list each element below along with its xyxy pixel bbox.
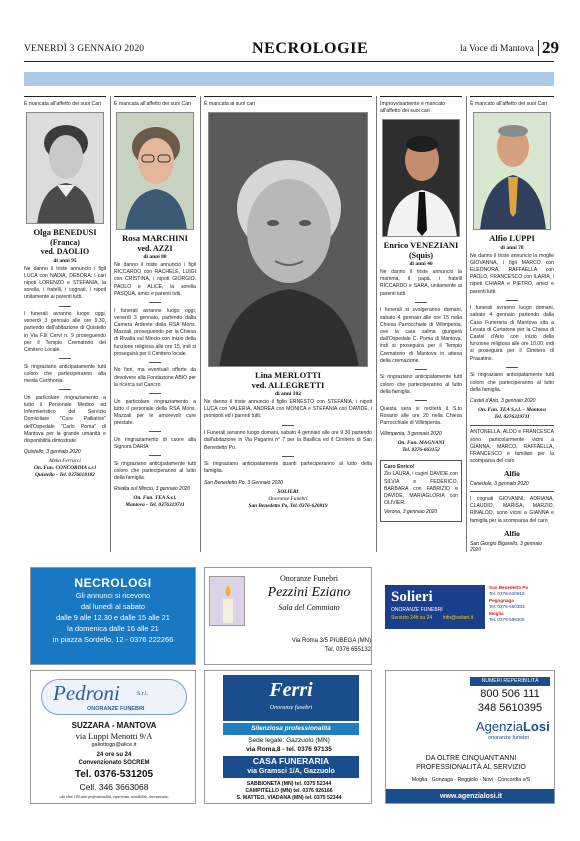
special-thanks: Un particolare ringraziamento a tutto il personale della RSA Mons. Mazzali per le amorevoli cure prestate.	[114, 398, 196, 427]
divider	[149, 431, 161, 432]
obituary-luppi	[470, 96, 554, 552]
ad-phone-1: 800 506 111	[480, 688, 540, 700]
portrait-photo	[473, 112, 551, 230]
deceased-married-name: ved. ALLEGRETTI	[251, 379, 325, 390]
ad-phone: Tel. 0376-531205	[74, 769, 154, 780]
necrologi-info-ad	[30, 567, 196, 665]
funeral-home: On. Fun. MAGNANI	[397, 440, 445, 447]
portrait-drawing	[383, 120, 460, 237]
issue-date: VENERDÌ 3 GENNAIO 2020	[24, 44, 145, 54]
funeral-info: I funerali avranno luogo oggi, venerdì 3 gennaio, partendo dalla Camera Ardente della RSA Mons. Mazzali, proseguendo per la Chiesa di Rivalta sul Mincio con inizio della funzione religiosa alle ore 15, indi si proseguirà per il Cimitero locale.	[114, 307, 196, 357]
funeral-home-phone: Tel. 0376-663152	[402, 447, 440, 454]
brand-word-1: Agenzia	[476, 719, 523, 734]
divider	[415, 302, 427, 303]
ad-cf-title: CASA FUNERARIA	[252, 756, 330, 766]
page-number: 29	[542, 38, 559, 57]
candle-icon	[210, 577, 246, 627]
place-date: Quistello, 3 gennaio 2020	[24, 449, 81, 456]
deceased-age: di anni 88	[143, 254, 167, 260]
obituary-intro: È mancato all'affetto dei suoi Cari	[470, 101, 548, 107]
deceased-age: di anni 78	[500, 244, 524, 251]
divider	[149, 302, 161, 303]
location-phone: Tel. 0376-620819	[489, 591, 525, 597]
obituary-merlotti	[204, 96, 372, 552]
obituary-intro: È mancata all'affetto dei suoi Cari	[24, 101, 102, 107]
ad-tagline: Silenziosa professionalità	[223, 723, 359, 735]
portrait-drawing	[474, 113, 551, 230]
thanks: Si ringraziano anticipatamente quanti parteciperanno al lutto della famiglia.	[204, 461, 372, 475]
header-rule	[24, 61, 554, 62]
divider	[415, 400, 427, 401]
portrait-drawing	[27, 113, 104, 224]
portrait-photo	[26, 112, 104, 224]
header-separator	[538, 40, 539, 56]
column-divider	[466, 96, 467, 552]
deceased-age: di anni 102	[275, 391, 301, 397]
column-divider	[200, 96, 201, 552]
rosary-info: Questa sera si reciterà il S.to Rosario alle ore 20 nella Chiesa Parrocchiale di Villimpenta.	[380, 405, 462, 426]
branch: SABBIONETA (MN) tel. 0375 52344	[246, 781, 332, 787]
thanks: Si ringraziano anticipatamente tutti coloro che parteciperanno al lutto della famiglia.	[114, 460, 196, 482]
portrait-photo	[382, 119, 460, 237]
divider	[149, 455, 161, 456]
deceased-nickname: (Franca)	[50, 237, 80, 247]
ferri-logo-panel	[223, 675, 359, 721]
condolence-date: Canedole, 3 gennaio 2020	[470, 481, 529, 488]
paper-name: la Voce di Mantova	[460, 44, 534, 54]
ad-seat: Sede legale: Gazzuolo (MN)	[248, 737, 330, 744]
deceased-name: Enrico VENEZIANI	[383, 240, 459, 250]
thanks: Si ringraziano anticipatamente tutti coloro che parteciperanno al lutto della famiglia.	[470, 372, 554, 393]
obituary-veneziani	[380, 96, 462, 552]
location-phone: Tel. 0376-550383	[489, 604, 525, 610]
ad-subtitle: ONORANZE FUNEBRI	[391, 607, 443, 613]
ad-line: dal lunedì al sabato	[80, 602, 146, 611]
divider	[282, 425, 294, 426]
obituary-text	[470, 253, 554, 394]
obituary-text	[204, 399, 372, 476]
thanks: Si ringraziano anticipatamente tutti coloro che parteciperanno alla mesta Cerimonia.	[24, 363, 106, 385]
ad-line-2: PROFESSIONALITÀ AL SERVIZIO	[416, 764, 526, 771]
condolence-box	[380, 460, 462, 522]
ad-subtitle: onoranze funebri	[488, 735, 530, 741]
location-phone: Tel. 0376-598300	[489, 617, 525, 623]
divider	[415, 369, 427, 370]
brand-word-2: Losi	[522, 719, 550, 734]
condolence-text: I cognati GIOVANNI, ADRIANA, CLAUDIO, MARISA, MARZIO, RINALDO, sono vicini a GIANNA e famiglia per la scomparsa del caro	[470, 495, 554, 524]
announcement: Ne danno il triste annuncio il figlio ERNESTO con STEFANIA, i nipoti LUCA con VALERIA, ANDREA con MONICA e STEFANIA con DAVIDE, i pronipoti ed i parenti tutti.	[204, 399, 372, 420]
ad-brand: Solieri	[391, 589, 433, 605]
casa-funeraria-panel	[223, 756, 359, 778]
ad-footer: «da oltre 100 anni professionalità, esperienza, sensibilità, riservatezza»	[59, 795, 169, 799]
obituary-text	[24, 266, 106, 446]
deceased-name: Lina MERLOTTI	[255, 370, 321, 380]
ad-line: in piazza Sordello, 12 - 0376 222266	[52, 635, 174, 644]
portrait-photo	[116, 112, 194, 230]
solieri-ad	[385, 585, 555, 629]
divider	[506, 300, 518, 301]
column-rule	[24, 96, 106, 97]
obituary-intro: Improvvisamente è mancato all'affetto dei suoi cari	[380, 101, 446, 114]
ad-brand	[476, 719, 550, 734]
deceased-married-name: ved. AZZI	[137, 243, 173, 253]
ad-subtitle: ONORANZE FUNEBRI	[87, 706, 145, 712]
condolence-date: Verona, 3 gennaio 2020	[384, 509, 438, 516]
ad-title: NECROLOGI	[74, 576, 152, 590]
section-rule	[470, 425, 554, 426]
location-name: Pegognaga	[489, 597, 514, 603]
condolence-text: ANTONELLA, ALDO e FRANCESCA sono particolarmente vicini a GIANNA, MARCO, RAFFAELLA, FRANCESCO e familiari per la scomparsa del caro	[470, 429, 554, 465]
ad-brand: Pedroni	[53, 681, 120, 705]
funeral-home-type: Onoranze Funebri	[268, 495, 308, 502]
place-date: Rivalta sul Mincio, 3 gennaio 2020	[114, 486, 191, 493]
obituary-intro: È mancata ai suoi cari	[204, 101, 256, 107]
obituary-text	[114, 262, 196, 482]
ad-city: SUZZARA - MANTOVA	[71, 721, 157, 730]
deceased-name: Alfio LUPPI	[489, 233, 535, 243]
column-rule	[114, 96, 196, 97]
branch: S. MATTEO, VIADANA (MN) tel. 0375 52344	[236, 795, 342, 801]
masthead	[24, 38, 559, 60]
condolence-title: Caro Enrico!	[384, 464, 415, 471]
funeral-home: SOLIERI	[277, 488, 299, 495]
ad-company-type: S.r.l.	[137, 691, 149, 697]
ad-brand: Ferri	[269, 679, 313, 701]
solieri-logo-panel	[385, 585, 485, 629]
funeral-info: I funerali si svolgeranno domani, sabato 4 gennaio alle ore 15 nella Chiesa Parrocchiale di Villimpenta, ove la cara salma giungerà dall'Ospedale C. Poma di Mantova, indi si proseguirà per il Tempio Crematorio di Mantova in attesa della cremazione.	[380, 307, 462, 364]
divider	[59, 389, 71, 390]
place-date: Villimpenta, 3 gennaio 2020	[380, 431, 442, 438]
ad-rep-label: NUMERI REPERIBILITÀ	[470, 677, 550, 686]
ad-cities: Moglia · Gonzaga · Reggiolo · Novi · Concordia s/S	[411, 777, 531, 783]
announcement: Ne danno il triste annuncio i figli LUCA con NADIA, DEBORA; i cari nipoti LORENZO e STEFANIA, la sorella, i fratelli, i cognati, i nipoti unitamente ai parenti tutti.	[24, 265, 106, 301]
location-name: San Benedetto Po	[489, 585, 529, 590]
ad-subtitle: Onoranze funebri	[269, 705, 313, 711]
funeral-home: On. Fun. CONCORDIA s.r.l	[34, 465, 96, 472]
obituary-marchini	[114, 96, 196, 552]
special-thanks: Un particolare ringraziamento a tutto il Personale Medico ed Infermieristico del Servizio Domiciliare "Cure Palliative" dell'Ospedale "Carlo Poma" di Mantova per la grande umanità e disponibilità dimostrate.	[24, 394, 106, 445]
column-rule	[380, 96, 462, 97]
ad-seat-address: via Roma,8 - tel. 0376 97135	[246, 746, 332, 753]
ad-email: info@solieri.it	[443, 615, 474, 621]
ad-subtitle: Onoranze Funebri	[280, 574, 338, 583]
funeral-info: I funerali avranno luogo oggi, venerdì 3 gennaio alle ore 9.30, partendo dall'abitazione di Quistello in Via F.lli Cervi n. 9 proseguendo per il Tempio Crematorio del Cimitero Locale.	[24, 311, 106, 354]
section-title: NECROLOGIE	[252, 40, 369, 57]
divider	[506, 367, 518, 368]
deceased-age: di anni 46	[409, 261, 433, 267]
ad-line: la domenica dalle 16 alle 21	[67, 624, 159, 633]
ferri-branches	[205, 781, 372, 802]
ad-line-1: DA OLTRE CINQUANT'ANNI	[425, 755, 517, 762]
divider	[59, 306, 71, 307]
deceased-married-name: ved. DAOLIO	[40, 247, 90, 256]
ad-phone-2: 348 5610395	[477, 702, 543, 714]
ad-website: www.agenzialosi.it	[386, 789, 555, 804]
section-rule	[470, 491, 554, 492]
funeral-home: On. Fun. TEA S.r.l.	[133, 495, 177, 502]
funeral-home: On. Fun. TEA S.r.l. – Mantova	[478, 406, 546, 413]
deceased-name: Olga BENEDUSI	[33, 227, 97, 237]
announcement: Ne danno il triste annuncio la mamma, il papà, i fratelli RICCARDO e SARA, unitamente ai parenti tutti.	[380, 269, 462, 297]
place-date: San Benedetto Po, 3 Gennaio 2020	[204, 479, 283, 486]
funeral-info: I funerali avranno luogo domani, sabato 4 gennaio partendo dalla Casa Funeraria di Mantova sita a Levata di Curtatone per la Chiesa di Castel d'Ario con inizio della funzione religiosa alle ore 10.00; indi si proseguirà per il Cimitero di Prasatino.	[470, 305, 554, 362]
ad-brand: Pezzini Eziano	[267, 585, 351, 600]
solieri-locations	[489, 585, 555, 629]
thanks-daria: Un ringraziamento di cuore alla Signora DARIA	[114, 436, 196, 451]
deceased-nickname: (Squis)	[408, 250, 433, 260]
portrait-drawing	[209, 113, 368, 367]
condolence-name: Alfio	[504, 528, 520, 538]
announcement: Ne danno il triste annuncio la moglie GIOVANNA, i figli MARCO con ELEONORA, RAFFAELLA con PAOLO, FRANCESCO con ILARIA, i nipoti CHIARA e PIETRO, amici e parenti tutti.	[470, 252, 554, 295]
funeral-home-phone: Tel. 0376319711	[494, 413, 530, 420]
ad-tagline: Sala del Commiato	[278, 603, 340, 612]
column-rule	[204, 96, 372, 97]
ferri-ad	[204, 670, 372, 804]
ad-address: Via Roma 3/5 PIUBEGA (MN)	[291, 638, 371, 644]
ad-address: via Luppi Menotti 9/A	[75, 731, 153, 741]
candle-image	[209, 576, 245, 626]
ad-line: dalle 9 alle 12.30 e dalle 15 alle 21	[56, 613, 170, 622]
pezzini-ad	[204, 567, 372, 665]
funeral-home-phone: Quistello - Tel. 0376618182	[35, 472, 95, 479]
pedroni-ad	[30, 670, 196, 804]
column-divider	[110, 96, 111, 552]
ad-phone: Tel. 0376 655132	[324, 647, 371, 653]
branch: CAMPITELLO (MN) tel. 0376 926166	[245, 788, 333, 794]
portrait-drawing	[117, 113, 194, 230]
funeral-home-phone: San Benedetto Po, Tel. 0376-620819	[248, 502, 328, 509]
donations: No fiori, ma eventuali offerte da devolvere alla Fondazione ABIO per la ricerca sul Cancro.	[114, 367, 196, 388]
column-divider	[376, 96, 377, 552]
funeral-info: I Funerali avranno luogo domani, sabato 4 gennaio alle ore 9.30 partendo dall'abitazione in Via Pagarini n° 7 per la Basilica ed il Cimitero di San Benedetto Po.	[204, 430, 372, 451]
ad-hours: 24 ore su 24	[96, 752, 132, 758]
condolence-name: Alfio	[504, 469, 520, 479]
condolence-date: San Giorgio Bigarello, 3 gennaio 2020	[470, 540, 542, 552]
ad-line: Gli annunci si ricevono	[75, 591, 151, 600]
portrait-photo	[208, 112, 368, 367]
deceased-name: Rosa MARCHINI	[122, 233, 188, 243]
divider	[149, 393, 161, 394]
place-date: Castel d'Ario, 3 gennaio 2020	[470, 397, 536, 404]
blue-band	[24, 72, 554, 86]
deceased-age: di anni 95	[53, 257, 77, 264]
column-rule	[470, 96, 554, 97]
ad-email: galiottogp@alice.it	[91, 742, 137, 748]
funeral-home-phone: Mantova - Tel. 0376319711	[125, 502, 185, 509]
ad-mobile: Cell. 346 3663068	[79, 782, 149, 792]
obituary-benedusi	[24, 96, 106, 552]
condolence-text: Zio LAURA, i cugini DAVIDE con SILVIA e FEDERICO, BARBARA con FABRIZIO e DAVIDE, MARIAGLORIA con OLIVIER.	[384, 471, 458, 507]
divider	[149, 362, 161, 363]
ad-tagline: Servizio 24h su 24	[391, 615, 433, 621]
announcement: Ne danno il triste annuncio i figli RICCARDO con RACHELE, LUIGI con CRISTINA, i nipoti GIORGIO, PAOLO e ALICE, la sorella PASQUA, amici e parenti tutti.	[114, 262, 196, 297]
obituary-text	[380, 269, 462, 427]
divider	[59, 358, 71, 359]
obituary-intro: È mancata all'affetto dei suoi Cari	[114, 101, 192, 107]
signature: Meka Ferrucci	[49, 458, 81, 465]
location-name: Moglia	[489, 610, 504, 616]
thanks: Si ringraziano anticipatamente tutti coloro che parteciperanno al lutto della famiglia.	[380, 374, 462, 395]
divider	[282, 456, 294, 457]
ad-affiliation: Convenzionato SOCREM	[78, 760, 150, 766]
ad-cf-address: via Gramsci 1/A, Gazzuolo	[247, 768, 335, 775]
losi-ad	[385, 670, 555, 804]
